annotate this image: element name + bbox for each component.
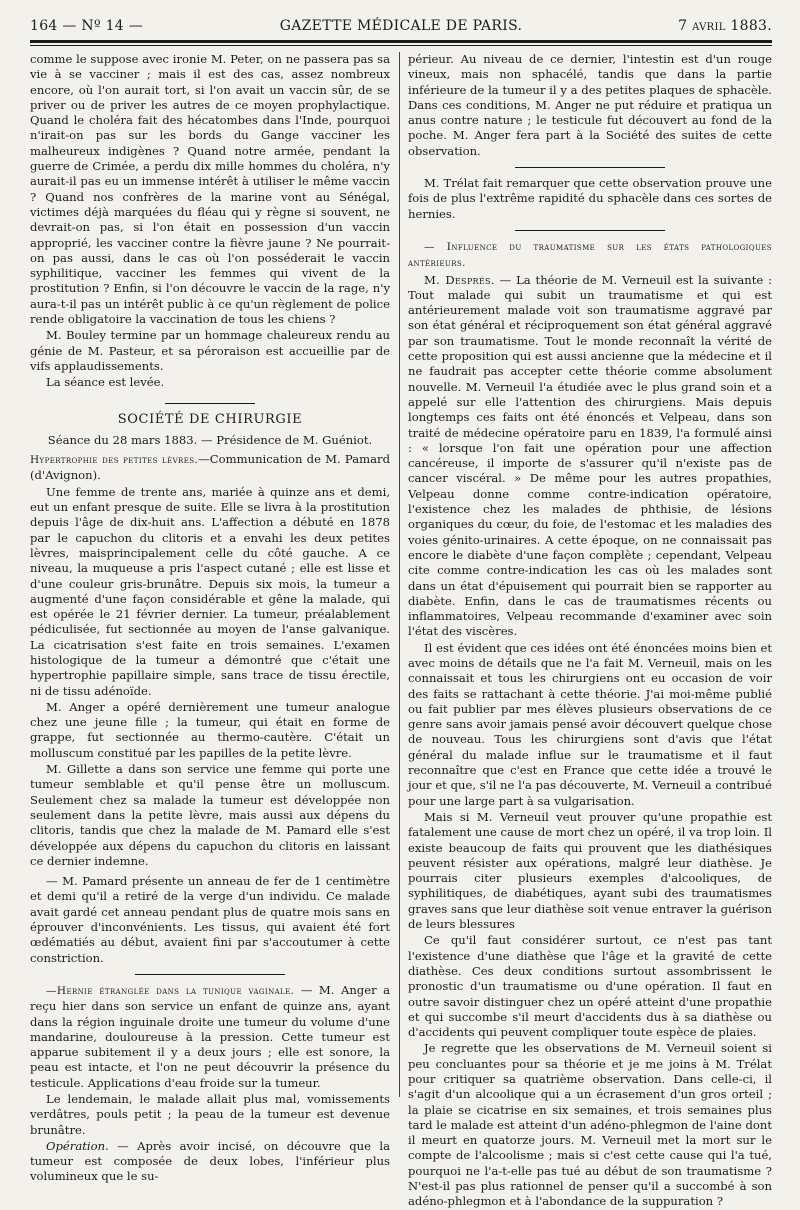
paragraph: — M. Pamard présente un anneau de fer de 1 centimètre et demi qu'il a retiré de la verge d'un individu. Ce malade avait gardé cet anneau pendant plus de quatre mois sans en éprouver d'inconvénients. Les tissus, qui avaient été fort œdématiés au début, avaient fini par s'accoutumer à cette constriction. <box>30 874 390 965</box>
italic-label: Opération. <box>46 1138 109 1153</box>
paragraph: M. Anger a opéré dernièrement une tumeur analogue chez une jeune fille ; la tumeur, qui était en forme de grappe, fut sectionnée au thermo-cautère. C'était un molluscum constitué par les papilles de la petite lèvre. <box>30 699 390 760</box>
paragraph <box>30 983 390 1091</box>
paragraph-text: — Après avoir incisé, on découvre que la tumeur est composée de deux lobes, l'inférieur plus volumineux que le su- <box>30 1138 390 1184</box>
right-column <box>408 52 773 1209</box>
journal-title: GAZETTE MÉDICALE DE PARIS. <box>279 18 523 34</box>
page-number: 164 — Nº 14 — <box>30 18 144 34</box>
short-divider <box>135 974 285 975</box>
paragraph: Le lendemain, le malade allait plus mal, vomissements verdâtres, pouls petit ; la peau de la tumeur est devenue brunâtre. <box>30 1092 390 1137</box>
short-divider <box>515 167 665 168</box>
paragraph: comme le suppose avec ironie M. Peter, on ne passera pas sa vie à se vacciner ; mais il est des cas, assez nombreux encore, où l'on aurait tort, si l'on avait un vaccin sûr, de se priver ou de priver les autres de ce moyen prophylactique. Quand le choléra fait des hécatombes dans l'Inde, pourquoi n'irait-on pas sur les bords du Gange vacciner les malheureux indigènes ? Quand notre armée, pendant la guerre de Crimée, a perdu dix mille hommes du choléra, n'y aurait-il pas eu un immense intérêt à utiliser le même vaccin ? Quand nos confrères de la marine vont au Sénégal, victimes déjà marquées du fléau qui y règne si souvent, ne devrait-on pas, si l'on était en possession d'un vaccin approprié, les vacciner contre la fièvre jaune ? Ne pourrait-on pas aussi, dans le cas où l'on posséderait le vaccin syphilitique, vacciner les femmes qui vivent de la prostitution ? Enfin, si l'on découvre le vaccin de la rage, n'y aura-t-il pas un intérêt public à ce qu'un règlement de police rende obligatoire la vaccination de tous les chiens ? <box>30 52 390 327</box>
subsection-heading <box>408 239 772 272</box>
subsection-title: —Hernie étranglée dans la tunique vaginale. <box>46 984 295 997</box>
paragraph <box>408 273 772 640</box>
paragraph: Je regrette que les observations de M. Verneuil soient si peu concluantes pour sa théorie et je me joins à M. Trélat pour critiquer sa quatrième observation. Dans celle-ci, il s'agit d'un alcoolique qui a un écrasement d'un gros orteil ; la plaie se cicatrise en six semaines, et trois semaines plus tard le malade est atteint d'un adéno-phlegmon de l'aine dont il meurt en quatorze jours. M. Verneuil met la mort sur le compte de l'alcoolisme ; mais si c'est cette cause qui l'a tué, pourquoi ne l'a-t-elle pas tué au début de son traumatisme ? N'est-il pas plus rationnel de penser qu'il a succombé à son adéno-phlegmon et à l'abondance de la suppuration ? <box>408 1041 772 1209</box>
paragraph: périeur. Au niveau de ce dernier, l'intestin est d'un rouge vineux, mais non sphacélé, tandis que dans la partie inférieure de la tumeur il y a des petites plaques de sphacèle. Dans ces conditions, M. Anger ne put réduire et pratiqua un anus contre nature ; le testicule fut découvert au fond de la poche. M. Anger fera part à la Société des suites de cette observation. <box>408 52 772 158</box>
paragraph: Il est évident que ces idées ont été énoncées moins bien et avec moins de détails que ne l'a fait M. Verneuil, mais on les connaissait et tous les chirurgiens ont eu occasion de voir des faits se rattachant à cette théorie. J'ai moi-même publié ou fait publier par mes élèves plusieurs observations de ce genre sans avoir jamais pensé avoir découvert quelque chose de nouveau. Tous les chirurgiens sont d'avis que l'état général du malade influe sur le traumatisme et il faut reconnaître que c'est en France que cette idée a trouvé le jour et que, s'il ne l'a pas découverte, M. Verneuil a contribué pour une large part à sa vulgarisation. <box>408 640 772 808</box>
header-rule-thick <box>30 40 772 43</box>
subsection-title-rest: —Communication de M. Pamard (d'Avignon). <box>30 452 390 483</box>
paragraph: Ce qu'il faut considérer surtout, ce n'est pas tant l'existence d'une diathèse que l'âge et la gravité de cette diathèse. Ces deux conditions surtout assombrissent le pronostic d'un traumatisme ou d'une opération. Il faut en outre savoir distinguer chez un opéré atteint d'une propathie et qui succombe s'il meurt d'accidents dus à sa diathèse ou d'accidents qui peuvent compliquer toute espèce de plaies. <box>408 933 772 1040</box>
session-line: Séance du 28 mars 1883. — Présidence de M. Guéniot. <box>47 432 373 447</box>
subsection-heading <box>30 452 390 484</box>
section-divider <box>165 403 255 404</box>
paragraph <box>30 1139 390 1185</box>
section-title: SOCIÉTÉ DE CHIRURGIE <box>117 411 303 427</box>
subsection-title: Hypertrophie des petites lèvres. <box>30 454 199 467</box>
paragraph: M. Bouley termine par un hommage chaleureux rendu au génie de M. Pasteur, et sa péroraison est accueillie par de vifs applaudissements. <box>30 328 390 373</box>
speaker-name: M. Després. <box>424 272 495 287</box>
paragraph: La séance est levée. <box>46 375 165 390</box>
header-rule-thin <box>30 45 772 46</box>
paragraph-text: — M. Anger a reçu hier dans son service un enfant de quinze ans, ayant dans la région inguinale droite une tumeur du volume d'une mandarine, douloureuse à la pression. Cette tumeur est apparue subitement il y a deux jours ; elle est sonore, la peau est intacte, et l'on ne peut découvrir la présence du testicule. Applications d'eau froide sur la tumeur. <box>30 982 391 1090</box>
paragraph: Mais si M. Verneuil veut prouver qu'une propathie est fatalement une cause de mort chez un opéré, il va trop loin. Il existe beaucoup de faits qui prouvent que les diathésiques peuvent résister aux opérations, malgré leur diathèse. Je pourrais citer plusieurs exemples d'alcooliques, de syphilitiques, de diabétiques, ayant subi des traumatismes graves sans que leur diathèse soit venue entraver la guérison de leurs blessures <box>408 809 773 932</box>
paragraph: M. Trélat fait remarquer que cette observation prouve une fois de plus l'extrême rapidité du sphacèle dans ces sortes de hernies. <box>408 176 772 221</box>
running-header <box>30 18 772 40</box>
column-divider <box>399 52 400 1097</box>
short-divider <box>515 230 665 231</box>
paragraph-text: — La théorie de M. Verneuil est la suivante : Tout malade qui subit un traumatisme et qui est antérieurement malade voit son traumatisme aggravé par son état général et réciproquement son état général aggravé par son traumatisme. Tout le monde reconnaît la vérité de cette proposition qui est aussi ancienne que la médecine et il ne faudrait pas accepter cette théorie comme absolument nouvelle. M. Verneuil l'a étudiée avec le plus grand soin et a appelé sur elle l'attention des chirurgiens. Mais depuis longtemps ces faits ont été énoncés et Velpeau, dans son traité de médecine opératoire paru en 1839, l'a formulé ainsi : « lorsque l'on fait une opération pour une affection cancéreuse, il importe de s'assurer qu'il n'existe pas de cancer viscéral. » De même pour les autres propathies, Velpeau donne comme contre-indication opératoire, l'existence chez les malades de phthisie, de lésions organiques du cœur, du foie, de l'estomac et les maladies des voies génito-urinaires. A cette époque, on ne connaissait pas encore le diabète d'une façon complète ; cependant, Velpeau cite comme contre-indication les cas où les malades sont dans un état d'épuisement qui pourrait bien se rapporter au diabète. Enfin, dans le cas de traumatismes récents ou inflammatoires, Velpeau recommande d'examiner avec soin l'état des viscères. <box>408 272 772 639</box>
left-column <box>30 52 391 1184</box>
issue-date: 7 avril 1883. <box>678 18 772 34</box>
subsection-title: — Influence du traumatisme sur les états pathologiques antérieurs. <box>408 240 772 270</box>
paragraph: M. Gillette a dans son service une femme qui porte une tumeur semblable et qu'il pense être un molluscum. Seulement chez sa malade la tumeur est développée non seulement dans la petite lèvre, mais aussi aux dépens du clitoris, tandis que chez la malade de M. Pamard elle s'est développée aux dépens du capuchon du clitoris en laissant ce dernier indemne. <box>30 762 390 868</box>
paragraph: Une femme de trente ans, mariée à quinze ans et demi, eut un enfant presque de suite. Elle se livra à la prostitution depuis l'âge de dix-huit ans. L'affection a débuté en 1878 par le capuchon du clitoris et a envahi les deux petites lèvres, maisprincipalement celle du côté gauche. A ce niveau, la muqueuse a pris l'aspect cutané ; elle est lisse et d'une couleur gris-brunâtre. Depuis six mois, la tumeur a augmenté d'une façon considérable et gêne la malade, qui est opérée le 21 février dernier. La tumeur, préalablement pédiculisée, fut sectionnée au moyen de l'anse galvanique. La cicatrisation s'est faite en trois semaines. L'examen histologique de la tumeur a démontré que c'était une hypertrophie papillaire simple, sans trace de tissu érectile, ni de tissu adénoïde. <box>30 484 390 698</box>
